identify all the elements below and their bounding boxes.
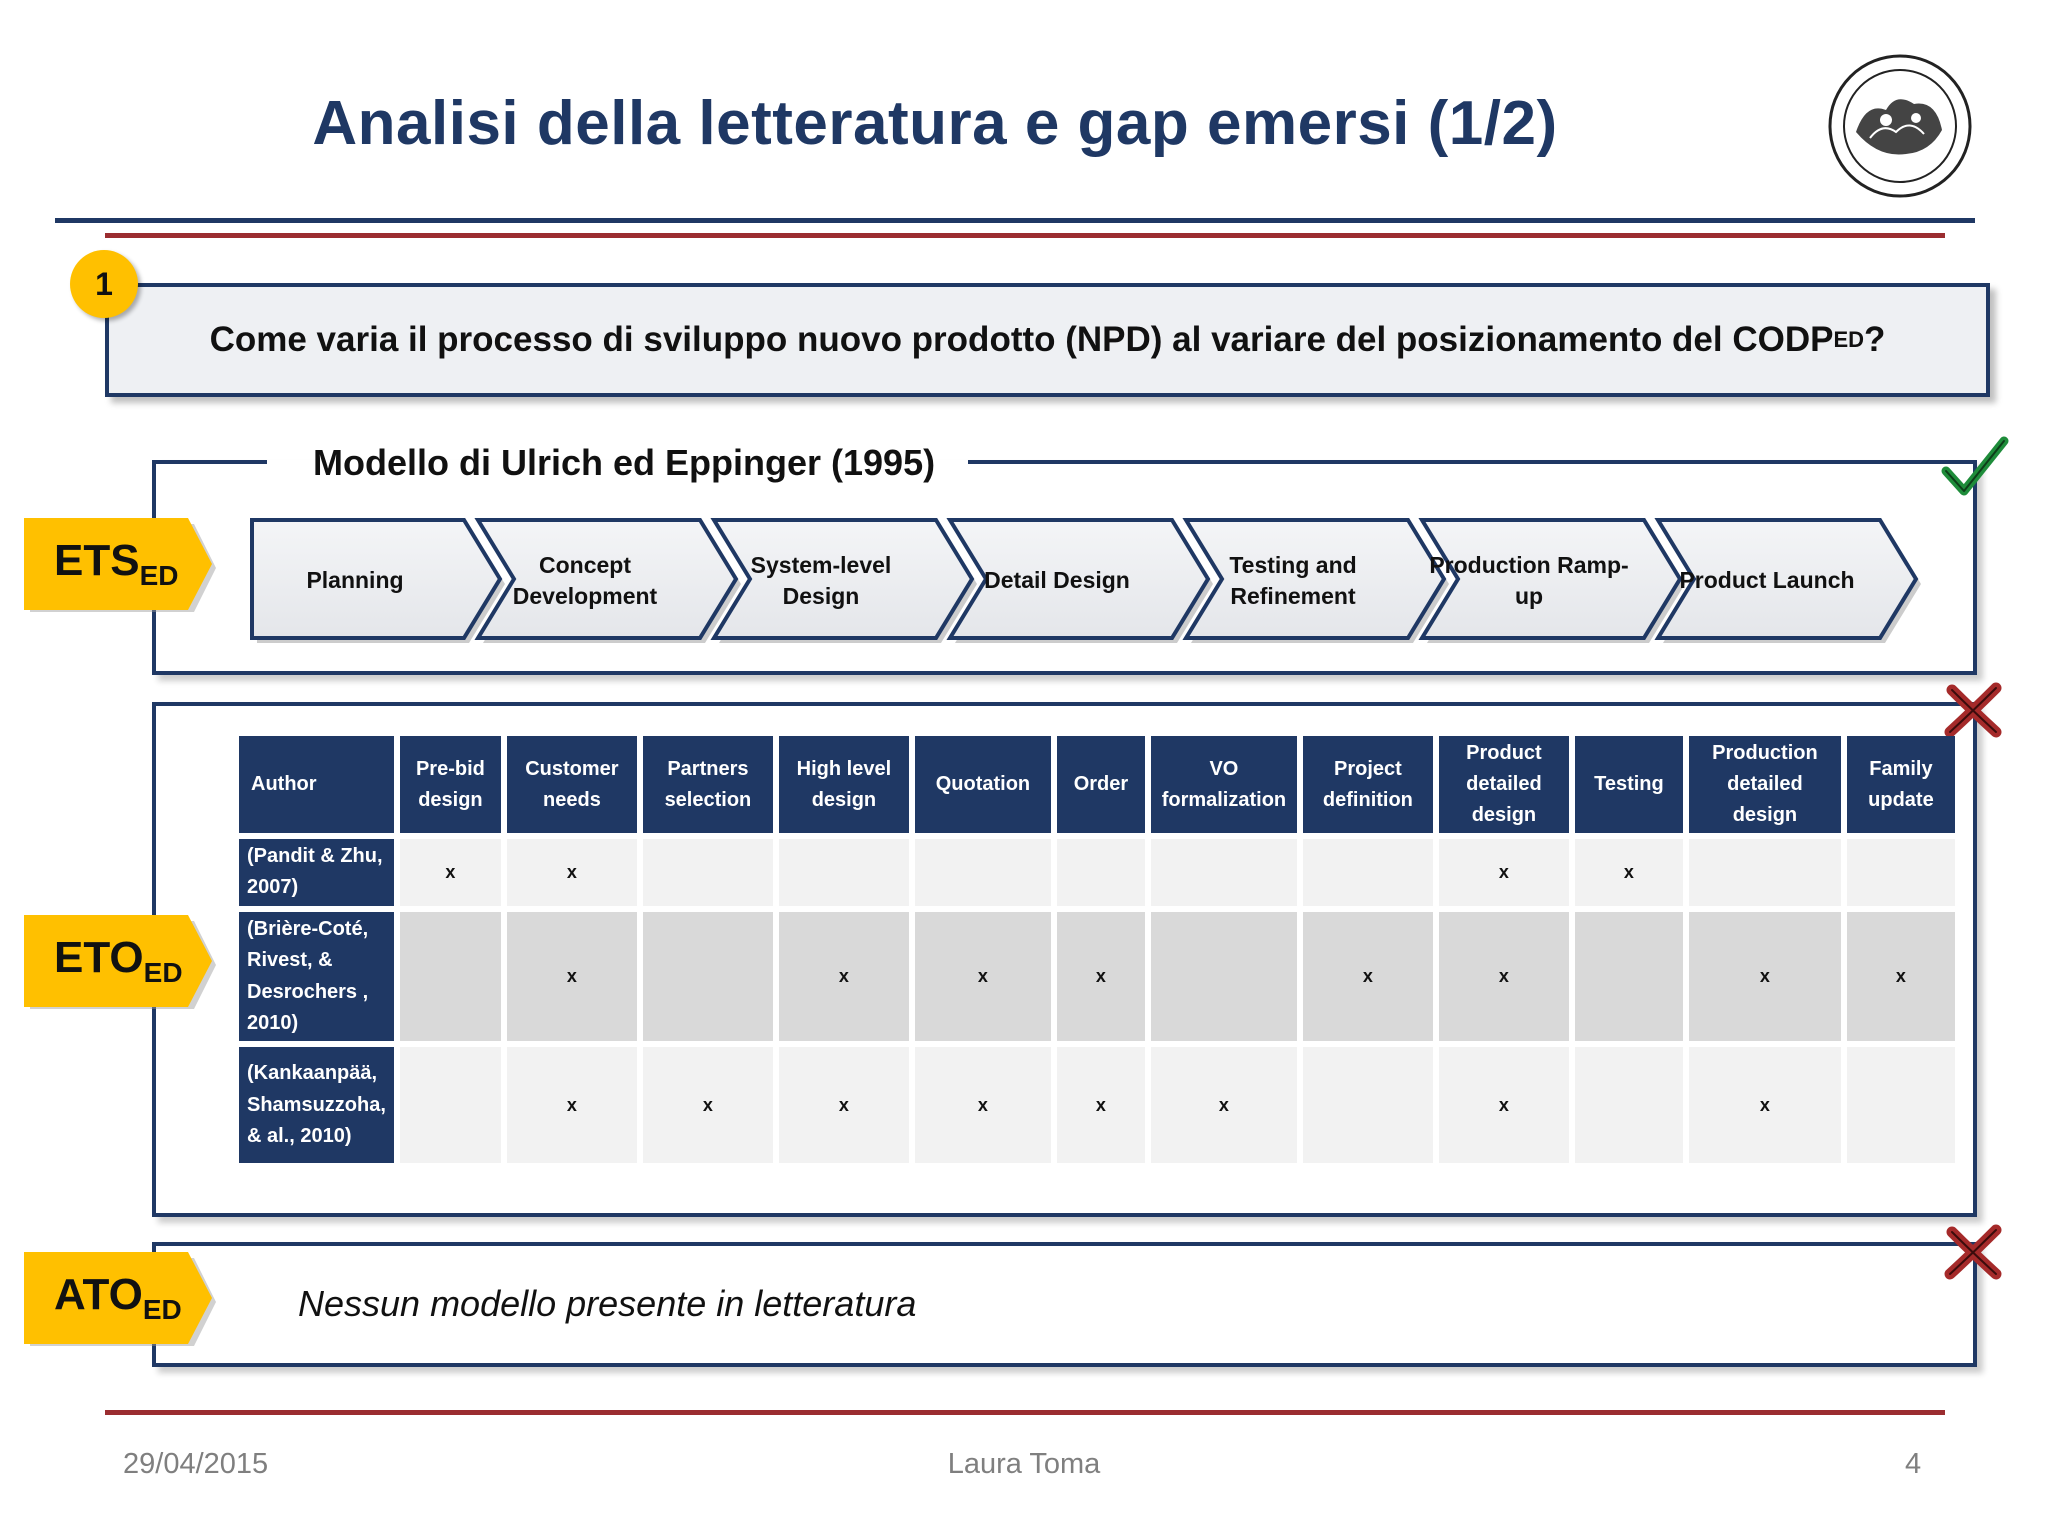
table-cell bbox=[1151, 912, 1297, 1042]
table-cell: x bbox=[1439, 912, 1569, 1042]
header-testing: Testing bbox=[1575, 736, 1683, 833]
ato-tag-label: ATO bbox=[54, 1270, 143, 1319]
table-cell bbox=[643, 912, 773, 1042]
header-rule-red bbox=[105, 233, 1945, 238]
header-high-level-design: High level design bbox=[779, 736, 909, 833]
header-product-detailed-design: Product detailed design bbox=[1439, 736, 1569, 833]
table-cell bbox=[1575, 1047, 1683, 1163]
table-cell bbox=[915, 839, 1051, 906]
table-cell bbox=[1303, 1047, 1433, 1163]
literature-table bbox=[233, 730, 1961, 1169]
table-cell: x bbox=[779, 1047, 909, 1163]
table-cell bbox=[1847, 839, 1955, 906]
phase-detail-design: Detail Design bbox=[984, 567, 1130, 594]
university-seal-logo bbox=[1826, 52, 1974, 200]
table-row bbox=[239, 839, 1955, 906]
page-number: 4 bbox=[1905, 1448, 1922, 1480]
eto-tag-sub: ED bbox=[143, 957, 183, 988]
table-cell: x bbox=[643, 1047, 773, 1163]
ets-tag bbox=[24, 518, 219, 614]
research-question-box bbox=[105, 283, 1990, 397]
table-cell bbox=[1151, 839, 1297, 906]
table-cell: x bbox=[779, 912, 909, 1042]
table-cell bbox=[1847, 1047, 1955, 1163]
phase-product-launch: Product Launch bbox=[1679, 567, 1855, 594]
table-cell bbox=[1575, 912, 1683, 1042]
table-cell: x bbox=[507, 839, 637, 906]
header-family-update: Family update bbox=[1847, 736, 1955, 833]
footer-date: 29/04/2015 bbox=[123, 1448, 269, 1480]
eto-tag bbox=[24, 915, 219, 1011]
cross-icon bbox=[1942, 1222, 2006, 1282]
table-cell: x bbox=[1057, 1047, 1145, 1163]
table-cell: x bbox=[400, 839, 501, 906]
phase-concept-development: Concept Development bbox=[512, 551, 658, 609]
header-order: Order bbox=[1057, 736, 1145, 833]
table-cell: x bbox=[1847, 912, 1955, 1042]
table-cell: x bbox=[1057, 912, 1145, 1042]
table-cell: x bbox=[1575, 839, 1683, 906]
ets-tag-sub: ED bbox=[139, 560, 179, 591]
table-cell: x bbox=[1439, 1047, 1569, 1163]
npd-process-chevrons bbox=[250, 518, 1930, 644]
check-icon bbox=[1940, 435, 2010, 499]
ets-tag-label: ETS bbox=[54, 536, 140, 585]
slide-title: Analisi della letteratura e gap emersi (1/2) bbox=[312, 89, 1558, 158]
table-cell: x bbox=[1151, 1047, 1297, 1163]
question-text: Come varia il processo di sviluppo nuovo prodotto (NPD) al variare del posizionamento del CODP bbox=[209, 320, 1834, 359]
question-number-badge: 1 bbox=[70, 250, 138, 318]
header-quotation: Quotation bbox=[915, 736, 1051, 833]
author-cell: (Brière-Coté, Rivest, & Desrochers , 2010) bbox=[239, 912, 394, 1042]
header-partners-selection: Partners selection bbox=[643, 736, 773, 833]
question-mark: ? bbox=[1864, 320, 1886, 359]
table-cell: x bbox=[1689, 912, 1841, 1042]
ato-tag bbox=[24, 1252, 219, 1348]
table-cell: x bbox=[1439, 839, 1569, 906]
table-cell bbox=[779, 839, 909, 906]
question-subscript: ED bbox=[1833, 327, 1865, 352]
header-rule-blue bbox=[55, 218, 1975, 223]
phase-system-level-design: System-level Design bbox=[750, 551, 892, 609]
table-cell: x bbox=[1303, 912, 1433, 1042]
table-cell bbox=[1689, 839, 1841, 906]
ets-frame-top-right bbox=[968, 460, 1977, 464]
table-cell bbox=[1057, 839, 1145, 906]
phase-planning: Planning bbox=[306, 567, 404, 594]
header-production-detailed-design: Production detailed design bbox=[1689, 736, 1841, 833]
table-cell: x bbox=[507, 912, 637, 1042]
footer-rule-red bbox=[105, 1410, 1945, 1415]
ato-no-model-text: Nessun modello presente in letteratura bbox=[298, 1283, 917, 1324]
table-cell bbox=[400, 912, 501, 1042]
header-project-definition: Project definition bbox=[1303, 736, 1433, 833]
phase-testing-refinement: Testing and Refinement bbox=[1229, 551, 1357, 609]
author-cell: (Pandit & Zhu, 2007) bbox=[239, 839, 394, 906]
table-cell bbox=[400, 1047, 501, 1163]
footer-author: Laura Toma bbox=[947, 1448, 1101, 1480]
eto-tag-label: ETO bbox=[54, 933, 144, 982]
model-title: Modello di Ulrich ed Eppinger (1995) bbox=[313, 442, 936, 483]
header-pre-bid-design: Pre-bid design bbox=[400, 736, 501, 833]
table-cell: x bbox=[915, 1047, 1051, 1163]
phase-production-ramp-up: Production Ramp-up bbox=[1429, 551, 1629, 609]
table-cell bbox=[643, 839, 773, 906]
ato-tag-sub: ED bbox=[142, 1294, 182, 1325]
header-author: Author bbox=[239, 736, 394, 833]
table-cell: x bbox=[507, 1047, 637, 1163]
table-row bbox=[239, 912, 1955, 1042]
table-cell: x bbox=[1689, 1047, 1841, 1163]
table-cell bbox=[1303, 839, 1433, 906]
table-cell: x bbox=[915, 912, 1051, 1042]
ets-frame-top-left bbox=[152, 460, 267, 464]
table-header-row bbox=[239, 736, 1955, 833]
header-customer-needs: Customer needs bbox=[507, 736, 637, 833]
author-cell: (Kankaanpää, Shamsuzzoha, & al., 2010) bbox=[239, 1047, 394, 1163]
header-vo-formalization: VO formalization bbox=[1151, 736, 1297, 833]
table-row bbox=[239, 1047, 1955, 1163]
